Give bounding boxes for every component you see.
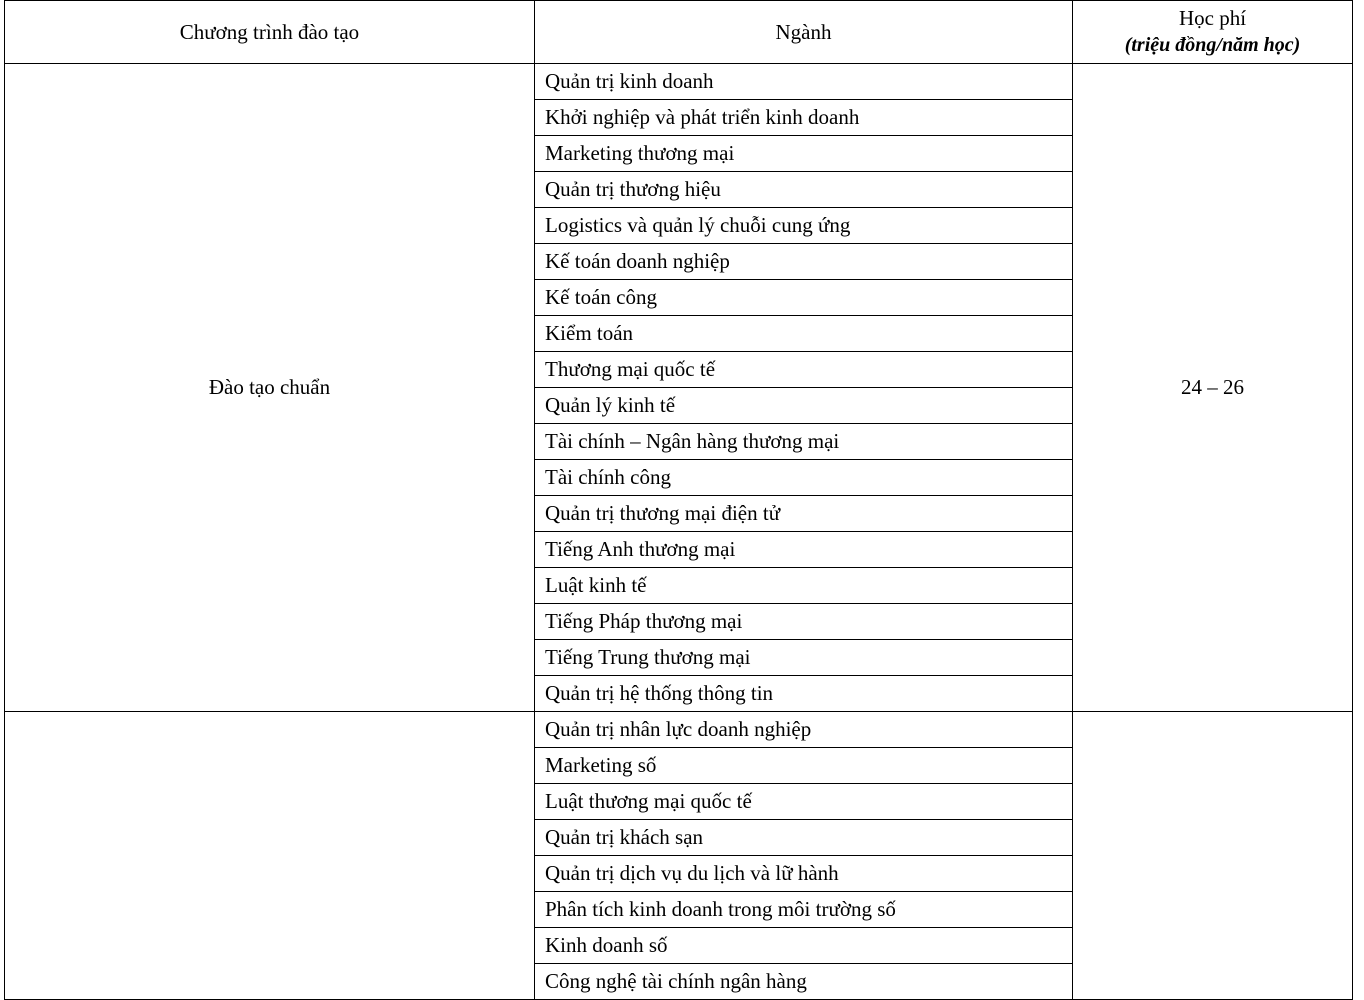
- major-name: Tài chính – Ngân hàng thương mại: [535, 424, 1072, 460]
- header-fee: [1073, 1, 1353, 64]
- list-item: [535, 316, 1072, 352]
- fee-cell: 24 – 26: [1073, 64, 1353, 712]
- major-name: Quản trị dịch vụ du lịch và lữ hành: [535, 856, 1072, 892]
- header-major: [535, 1, 1073, 64]
- major-name: Marketing số: [535, 748, 1072, 784]
- list-item: [535, 856, 1072, 892]
- program-cell: Đào tạo chuẩn: [5, 64, 535, 712]
- major-name: Khởi nghiệp và phát triển kinh doanh: [535, 100, 1072, 136]
- major-name: Logistics và quản lý chuỗi cung ứng: [535, 208, 1072, 244]
- header-program-label: Chương trình đào tạo: [179, 19, 360, 44]
- major-name: Thương mại quốc tế: [535, 352, 1072, 388]
- list-item: [535, 748, 1072, 784]
- list-item: [535, 568, 1072, 604]
- major-name: Marketing thương mại: [535, 136, 1072, 172]
- major-name: Tiếng Pháp thương mại: [535, 604, 1072, 640]
- list-item: [535, 928, 1072, 964]
- list-item: [535, 640, 1072, 676]
- major-name: Kế toán công: [535, 280, 1072, 316]
- major-name: Tiếng Anh thương mại: [535, 532, 1072, 568]
- major-name: Kiểm toán: [535, 316, 1072, 352]
- major-name: Kế toán doanh nghiệp: [535, 244, 1072, 280]
- list-item: [535, 496, 1072, 532]
- list-item: [535, 424, 1072, 460]
- table-header: [5, 1, 1353, 64]
- major-name: Tiếng Trung thương mại: [535, 640, 1072, 676]
- list-item: [535, 532, 1072, 568]
- list-item: [535, 136, 1072, 172]
- header-fee-unit: (triệu đồng/năm học): [1124, 34, 1301, 57]
- list-item: [535, 460, 1072, 496]
- major-name: Quản trị thương hiệu: [535, 172, 1072, 208]
- list-item: [535, 64, 1072, 100]
- header-fee-label: Học phí: [1178, 5, 1247, 30]
- list-item: [535, 964, 1072, 1000]
- major-name: Quản trị khách sạn: [535, 820, 1072, 856]
- major-name: Quản trị thương mại điện tử: [535, 496, 1072, 532]
- tuition-table: [4, 0, 1353, 1000]
- list-item: [535, 712, 1072, 748]
- major-name: Quản trị nhân lực doanh nghiệp: [535, 712, 1072, 748]
- list-item: [535, 352, 1072, 388]
- major-name: Công nghệ tài chính ngân hàng: [545, 969, 807, 994]
- list-item: [535, 208, 1072, 244]
- major-name: Quản trị kinh doanh: [535, 64, 1072, 100]
- major-name: Phân tích kinh doanh trong môi trường số: [535, 892, 1072, 928]
- major-name: Quản trị hệ thống thông tin: [545, 681, 774, 706]
- major-name: Luật kinh tế: [535, 568, 1072, 604]
- table-header-row: [5, 1, 1353, 64]
- major-name: Luật thương mại quốc tế: [535, 784, 1072, 820]
- major-name: Tài chính công: [535, 460, 1072, 496]
- list-item: [535, 676, 1072, 712]
- major-list-cell: [535, 712, 1073, 1000]
- list-item: [535, 280, 1072, 316]
- list-item: [535, 244, 1072, 280]
- major-name: Kinh doanh số: [535, 928, 1072, 964]
- list-item: [535, 604, 1072, 640]
- major-list: [535, 64, 1072, 711]
- list-item: [535, 784, 1072, 820]
- list-item: [535, 100, 1072, 136]
- header-program: [5, 1, 535, 64]
- major-list-cell: [535, 64, 1073, 712]
- fee-cell: [1073, 712, 1353, 1000]
- table-body: [5, 64, 1353, 1000]
- table-row: [5, 64, 1353, 712]
- major-list: [535, 712, 1072, 999]
- list-item: [535, 172, 1072, 208]
- major-name: Quản lý kinh tế: [535, 388, 1072, 424]
- list-item: [535, 388, 1072, 424]
- list-item: [535, 892, 1072, 928]
- list-item: [535, 820, 1072, 856]
- table-row: [5, 712, 1353, 1000]
- program-cell: [5, 712, 535, 1000]
- header-major-label: Ngành: [775, 19, 832, 44]
